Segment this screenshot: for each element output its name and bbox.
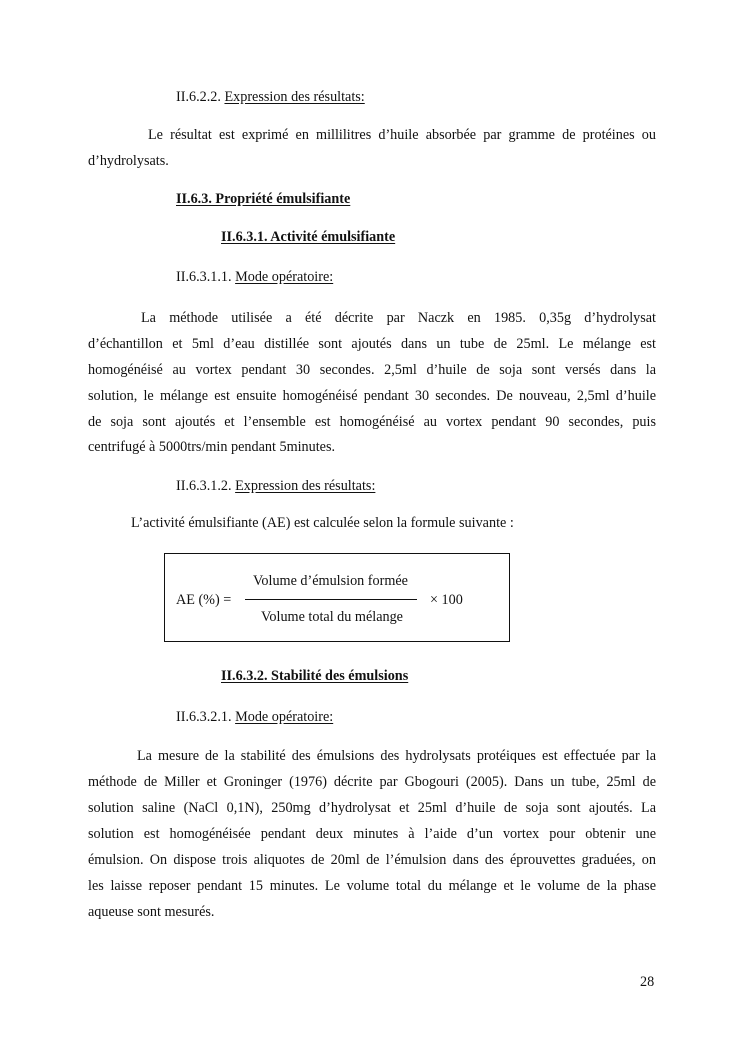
heading-ii-6-3-2-1: [176, 709, 333, 726]
paragraph-line: centrifugé à 5000trs/min pendant 5minutes.: [88, 439, 336, 455]
section-title-ii-6-3-1: II.6.3.1. Activité émulsifiante: [221, 229, 396, 245]
heading-number: II.6.3.2.1.: [176, 709, 232, 725]
paragraph-line: d’hydrolysats.: [88, 153, 169, 169]
heading-number: II.6.3.1.1.: [176, 269, 232, 285]
formula-numerator: Volume d’émulsion formée: [253, 573, 408, 589]
formula-intro: L’activité émulsifiante (AE) est calculée selon la formule suivante :: [131, 515, 514, 531]
paragraph-line: les laisse reposer pendant 15 minutes. Le volume total du mélange et le volume de la phase: [88, 878, 656, 894]
paragraph-line: Le résultat est exprimé en millilitres d’huile absorbée par gramme de protéines ou: [148, 127, 656, 143]
heading-ii-6-3-1-2: [176, 478, 375, 495]
paragraph-line: aqueuse sont mesurés.: [88, 904, 215, 920]
page-number: 28: [640, 974, 655, 990]
fraction-bar: [245, 599, 417, 600]
paragraph-line: solution saline (NaCl 0,1N), 250mg d’hydrolysat et 25ml d’huile de soja sont ajoutés. La: [88, 800, 656, 816]
formula-denominator: Volume total du mélange: [261, 609, 403, 625]
paragraph-line: solution est homogénéisée pendant deux minutes à l’aide d’un vortex pour obtenir une: [88, 826, 656, 842]
heading-number: II.6.3.1.2.: [176, 478, 232, 494]
paragraph-line: solution, le mélange est ensuite homogénéisé pendant 30 secondes. De nouveau, 2,5ml d’huile: [88, 388, 656, 404]
paragraph-line: d’échantillon et 5ml d’eau distillée sont ajoutés dans un tube de 25ml. Le mélange est: [88, 336, 656, 352]
heading-ii-6-3-1-1: [176, 269, 333, 286]
heading-title: Mode opératoire:: [235, 709, 334, 725]
paragraph-line: homogénéisé au vortex pendant 30 secondes. 2,5ml d’huile de soja sont versés dans la: [88, 362, 656, 378]
section-title-ii-6-3-2: II.6.3.2. Stabilité des émulsions: [221, 668, 409, 684]
paragraph-line: La mesure de la stabilité des émulsions des hydrolysats protéiques est effectuée par la: [137, 748, 656, 764]
formula-lhs: AE (%) =: [176, 592, 232, 608]
formula-multiplier: × 100: [430, 592, 463, 608]
paragraph-line: La méthode utilisée a été décrite par Naczk en 1985. 0,35g d’hydrolysat: [141, 310, 656, 326]
heading-number: II.6.2.2.: [176, 89, 221, 105]
heading-title: Mode opératoire:: [235, 269, 334, 285]
heading-ii-6-2-2: [176, 89, 365, 106]
paragraph-line: méthode de Miller et Groninger (1976) décrite par Gbogouri (2005). Dans un tube, 25ml de: [88, 774, 656, 790]
paragraph-line: émulsion. On dispose trois aliquotes de 20ml de l’émulsion dans des éprouvettes graduées, on: [88, 852, 656, 868]
section-title-ii-6-3: II.6.3. Propriété émulsifiante: [176, 191, 351, 207]
heading-title: Expression des résultats:: [235, 478, 376, 494]
heading-title: Expression des résultats:: [224, 89, 365, 105]
paragraph-line: de soja sont ajoutés et l’ensemble est homogénéisé au vortex pendant 90 secondes, puis: [88, 414, 656, 430]
